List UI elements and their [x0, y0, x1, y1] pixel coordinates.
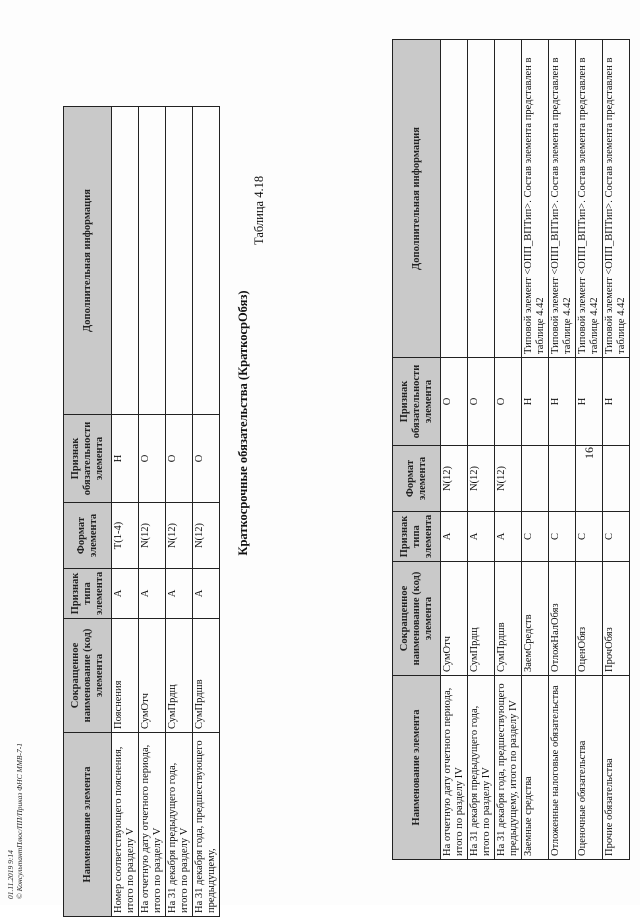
cell-format: N(12) [166, 503, 193, 569]
table-row [139, 107, 166, 917]
cell-format: N(12) [495, 446, 522, 512]
cell-additional-info [166, 107, 193, 415]
cell-element-name: На 31 декабря года, предшествующего предыдущему, [193, 733, 220, 917]
page-footer [6, 743, 24, 899]
header-format: Формат элемента [393, 446, 441, 512]
cell-format: N(12) [468, 446, 495, 512]
table-row [495, 40, 522, 860]
cell-short-name: СумОтч [441, 562, 468, 676]
header-type: Признак типа элемента [64, 569, 112, 619]
cell-format [603, 446, 630, 512]
header-additional-info: Дополнительная информация [64, 107, 112, 415]
cell-required: Н [112, 415, 139, 503]
cell-additional-info: Типовой элемент <ОПП_ВПТип>. Состав элемента представлен в таблице 4.42 [549, 40, 576, 358]
page-number: 16 [582, 447, 596, 459]
cell-element-name: Прочие обязательства [603, 676, 630, 860]
cell-format [522, 446, 549, 512]
cell-short-name: Пояснения [112, 619, 139, 733]
table-row [193, 107, 220, 917]
cell-required: Н [603, 358, 630, 446]
cell-type: А [495, 512, 522, 562]
cell-required: О [166, 415, 193, 503]
header-required: Признак обязательности элемента [64, 415, 112, 503]
cell-additional-info [495, 40, 522, 358]
header-additional-info: Дополнительная информация [393, 40, 441, 358]
table-row [112, 107, 139, 917]
cell-element-name: На 31 декабря предыдущего года, итого по разделу V [166, 733, 193, 917]
cell-required: О [441, 358, 468, 446]
cell-short-name: ЗаемСредств [522, 562, 549, 676]
cell-format: N(12) [139, 503, 166, 569]
cell-type: А [441, 512, 468, 562]
footer-line-2: © КонсультантПлюс/ПП/Приказ ФНС ММВ-7-1 [15, 742, 24, 899]
header-element-name: Наименование элемента [64, 733, 112, 917]
cell-format: N(12) [193, 503, 220, 569]
cell-required: Н [576, 358, 603, 446]
header-short-name: Сокращенное наименование (код) элемента [393, 562, 441, 676]
cell-required: О [495, 358, 522, 446]
header-element-name: Наименование элемента [393, 676, 441, 860]
cell-additional-info: Типовой элемент <ОПП_ВПТип>. Состав элемента представлен в таблице 4.42 [576, 40, 603, 358]
cell-format [549, 446, 576, 512]
table-row [603, 40, 630, 860]
cell-required: Н [549, 358, 576, 446]
table-row [166, 107, 193, 917]
cell-element-name: Заемные средства [522, 676, 549, 860]
cell-element-name: На 31 декабря предыдущего года, итого по разделу IV [468, 676, 495, 860]
cell-short-name: ОтложНалОбяз [549, 562, 576, 676]
cell-type: С [603, 512, 630, 562]
cell-short-name: СумПрдщ [468, 562, 495, 676]
header-type: Признак типа элемента [393, 512, 441, 562]
table-header-row [393, 40, 441, 860]
table-row [522, 40, 549, 860]
cell-short-name: СумОтч [139, 619, 166, 733]
cell-element-name: На отчетную дату отчетного периода, итого по разделу IV [441, 676, 468, 860]
cell-short-name: СумПрдшв [193, 619, 220, 733]
cell-type: А [112, 569, 139, 619]
cell-format: T(1-4) [112, 503, 139, 569]
cell-short-name: ОценОбяз [576, 562, 603, 676]
cell-required: О [139, 415, 166, 503]
cell-additional-info [468, 40, 495, 358]
cell-additional-info: Типовой элемент <ОПП_ВПТип>. Состав элемента представлен в таблице 4.42 [522, 40, 549, 358]
cell-type: А [193, 569, 220, 619]
elements-table-4-18 [63, 106, 220, 917]
cell-type: С [549, 512, 576, 562]
cell-element-name: На отчетную дату отчетного периода, итого по разделу V [139, 733, 166, 917]
cell-required: О [193, 415, 220, 503]
cell-format: N(12) [441, 446, 468, 512]
header-short-name: Сокращенное наименование (код) элемента [64, 619, 112, 733]
cell-short-name: СумПрдщ [166, 619, 193, 733]
footer-line-1: 01.11.2019 9:14 [6, 850, 15, 899]
cell-type: С [522, 512, 549, 562]
cell-element-name: Номер соответствующего пояснения, итого по разделу V [112, 733, 139, 917]
cell-type: А [468, 512, 495, 562]
cell-element-name: На 31 декабря года, предшествующего предыдущему, итого по разделу IV [495, 676, 522, 860]
table-row [441, 40, 468, 860]
cell-type: А [166, 569, 193, 619]
cell-additional-info [441, 40, 468, 358]
cell-required: О [468, 358, 495, 446]
cell-additional-info [112, 107, 139, 415]
section-title: Краткосрочные обязательства (КраткосрОбяз) [236, 290, 250, 556]
table-row [549, 40, 576, 860]
cell-element-name: Оценочные обязательства [576, 676, 603, 860]
cell-short-name: СумПрдшв [495, 562, 522, 676]
cell-additional-info [193, 107, 220, 415]
table-label: Таблица 4.18 [252, 175, 266, 245]
header-required: Признак обязательности элемента [393, 358, 441, 446]
table-row [468, 40, 495, 860]
cell-type: А [139, 569, 166, 619]
cell-required: Н [522, 358, 549, 446]
cell-element-name: Отложенные налоговые обязательства [549, 676, 576, 860]
cell-type: С [576, 512, 603, 562]
cell-short-name: ПрочОбяз [603, 562, 630, 676]
cell-additional-info: Типовой элемент <ОПП_ВПТип>. Состав элемента представлен в таблице 4.42 [603, 40, 630, 358]
header-format: Формат элемента [64, 503, 112, 569]
table-header-row [64, 107, 112, 917]
cell-additional-info [139, 107, 166, 415]
